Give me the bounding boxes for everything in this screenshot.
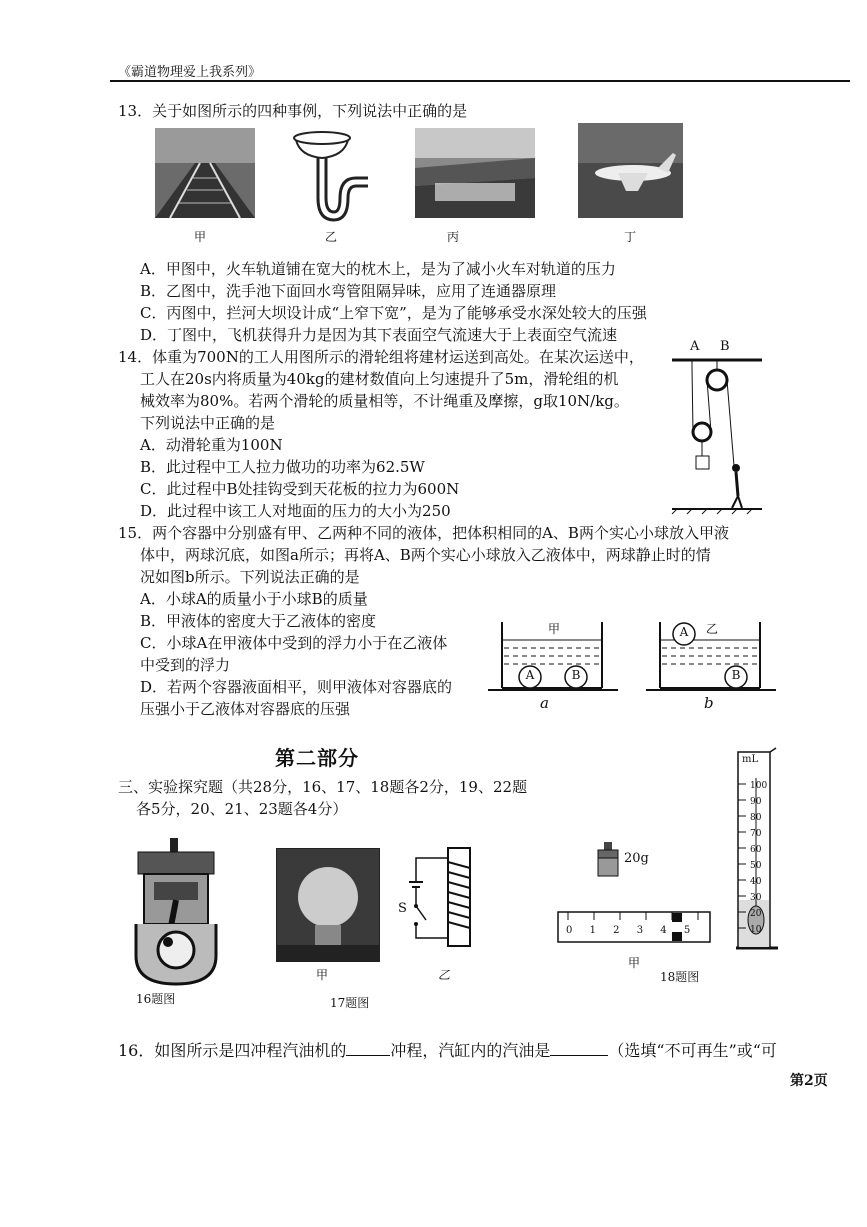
section-three-line-2: 各5分，20、21、23题各4分） [136, 800, 348, 818]
q13-caption-jia: 甲 [193, 230, 206, 244]
cylinder-tick: 10 [750, 925, 762, 935]
q16-text-1: 16．如图所示是四冲程汽油机的 [118, 1041, 347, 1060]
weight-figure [596, 842, 620, 878]
q16-line [118, 1040, 777, 1062]
q15-option-d-cont: 压强小于乙液体对容器底的压强 [140, 700, 351, 718]
ruler-tick-1: 1 [589, 925, 596, 936]
cylinder-tick: 30 [750, 893, 762, 903]
fig17-label-yi: 乙 [437, 968, 450, 982]
cylinder-tick: 80 [750, 813, 762, 823]
ruler-tick-4: 4 [660, 925, 667, 936]
container-a-liquid-label: 甲 [548, 622, 561, 636]
dam-image [415, 128, 535, 218]
part-two-title: 第二部分 [275, 746, 359, 770]
cylinder-tick-labels [750, 778, 767, 938]
q16-text-2: 冲程，汽缸内的汽油是 [390, 1041, 551, 1060]
cylinder-tick: 90 [750, 797, 762, 807]
q15-option-c: C．小球A在甲液体中受到的浮力小于在乙液体 [140, 634, 448, 652]
q14-line-1: 14．体重为700N的工人用图所示的滑轮组将建材运送到高处。在某次运送中， [118, 348, 644, 366]
container-b-liquid-label: 乙 [706, 622, 719, 636]
ball-b-in-container-b: B [731, 668, 741, 682]
q14-option-d: D．此过程中该工人对地面的压力的大小为250 [140, 502, 451, 520]
cylinder-tick: 100 [750, 781, 768, 791]
pulley-label-b: B [720, 339, 730, 354]
pulley-system-figure [672, 356, 767, 516]
page-number: 第2页 [790, 1073, 828, 1089]
ruler-ticks [566, 920, 690, 942]
header-rule [110, 80, 850, 82]
container-a-caption: a [540, 694, 549, 712]
engine-cylinder-figure [132, 838, 220, 986]
q13-caption-ding: 丁 [623, 230, 636, 244]
q16-blank-1[interactable] [346, 1041, 390, 1056]
q14-option-b: B．此过程中工人拉力做功的功率为62.5W [140, 458, 425, 476]
q13-caption-yi: 乙 [324, 230, 337, 244]
fig17-jia-bulb-photo [276, 848, 380, 962]
cylinder-tick: 50 [750, 861, 762, 871]
q15-option-c-cont: 中受到的浮力 [140, 656, 231, 674]
fig18-label-jia: 甲 [627, 956, 640, 970]
section-three-line-1: 三、实验探究题（共28分，16、17、18题各2分，19、22题 [118, 778, 528, 796]
q13-option-c: C．丙图中，拦河大坝设计成“上窄下宽”，是为了能够承受水深处较大的压强 [140, 304, 647, 322]
ball-a-in-container-a: A [525, 668, 535, 682]
q13-option-d: D．丁图中，飞机获得升力是因为其下表面空气流速大于上表面空气流速 [140, 326, 618, 344]
sink-trap-image [290, 128, 370, 228]
q15-option-b: B．甲液体的密度大于乙液体的密度 [140, 612, 377, 630]
q15-line-1: 15．两个容器中分别盛有甲、乙两种不同的液体，把体积相同的A、B两个实心小球放入甲液 [118, 524, 729, 542]
pulley-label-a: A [690, 339, 700, 354]
ball-a-in-container-b: A [679, 625, 689, 639]
fig17-yi-coil-circuit [396, 848, 480, 948]
q14-line-4: 下列说法中正确的是 [140, 414, 276, 432]
fig17-caption: 17题图 [330, 996, 370, 1010]
q14-option-c: C．此过程中B处挂钩受到天花板的拉力为600N [140, 480, 460, 498]
cylinder-tick: 20 [750, 909, 762, 919]
weight-label: 20g [624, 851, 649, 866]
q15-line-3: 况如图b所示。下列说法正确的是 [140, 568, 360, 586]
q13-option-a: A．甲图中，火车轨道铺在宽大的枕木上，是为了减小火车对轨道的压力 [140, 260, 616, 278]
cylinder-tick: 40 [750, 877, 762, 887]
q16-blank-2[interactable] [550, 1041, 608, 1056]
container-b-caption: b [704, 694, 714, 712]
q14-line-2: 工人在20s内将质量为40kg的建材数值向上匀速提升了5m，滑轮组的机 [140, 370, 619, 388]
q15-option-d: D．若两个容器液面相平，则甲液体对容器底的 [140, 678, 453, 696]
q15-line-2: 体中，两球沉底，如图a所示；再将A、B两个实心小球放入乙液体中，两球静止时的情 [140, 546, 711, 564]
ruler-tick-0: 0 [566, 925, 573, 936]
airplane-image [578, 123, 683, 218]
q14-line-3: 械效率为80%。若两个滑轮的质量相等，不计绳重及摩擦，g取10N/kg。 [140, 392, 629, 410]
cylinder-tick: 60 [750, 845, 762, 855]
q16-text-3: （选填“不可再生”或“可 [608, 1041, 777, 1060]
series-title: 《霸道物理爱上我系列》 [118, 65, 262, 80]
switch-label: S [398, 901, 407, 916]
ruler-tick-2: 2 [613, 925, 620, 936]
q15-option-a: A．小球A的质量小于小球B的质量 [140, 590, 368, 608]
q13-caption-bing: 丙 [446, 230, 459, 244]
ruler-tick-3: 3 [636, 925, 644, 936]
cylinder-unit: mL [742, 754, 759, 765]
fig18-caption: 18题图 [660, 970, 700, 984]
ball-b-in-container-a: B [571, 668, 581, 682]
q14-option-a: A．动滑轮重为100N [140, 436, 283, 454]
fig16-caption: 16题图 [136, 992, 176, 1006]
ruler-tick-5: 5 [683, 925, 691, 936]
railway-image [155, 128, 255, 218]
fig17-label-jia: 甲 [315, 968, 328, 982]
q13-option-b: B．乙图中，洗手池下面回水弯管阻隔异味，应用了连通器原理 [140, 282, 557, 300]
q13-stem: 13．关于如图所示的四种事例，下列说法中正确的是 [118, 102, 468, 120]
cylinder-tick: 70 [750, 829, 762, 839]
